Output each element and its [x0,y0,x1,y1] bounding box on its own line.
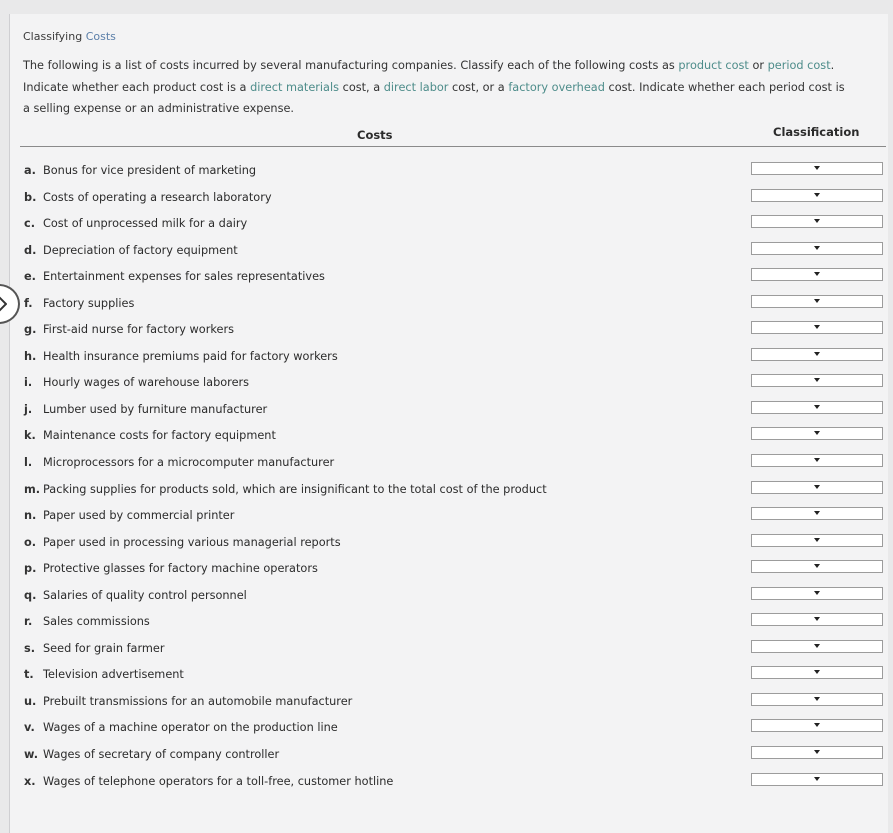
title-accent: Costs [85,30,116,43]
classification-dropdown[interactable] [751,295,883,308]
table-row [10,560,888,587]
row-letter: c. [24,217,35,231]
classification-dropdown[interactable] [751,242,883,255]
chevron-down-icon [814,352,820,356]
classification-dropdown[interactable] [751,587,883,600]
row-letter: m. [24,482,41,496]
row-letter: x. [24,774,36,788]
term-period-cost[interactable]: period cost [767,59,831,72]
table-row [10,746,888,773]
chevron-down-icon [814,246,820,250]
table-row [10,268,888,295]
table-row [10,295,888,322]
chevron-down-icon [814,750,820,754]
table-row [10,507,888,534]
chevron-down-icon [814,564,820,568]
row-letter: w. [24,748,39,762]
chevron-down-icon [814,697,820,701]
row-letter: l. [24,456,33,470]
table-row [10,773,888,800]
row-letter: e. [24,270,36,284]
row-letter: i. [24,376,33,390]
table-row [10,534,888,561]
column-header-classification: Classification [773,125,860,139]
row-description: Wages of telephone operators for a toll-free, customer hotline [43,774,394,788]
row-description: Prebuilt transmissions for an automobile manufacturer [43,694,353,708]
classification-dropdown[interactable] [751,268,883,281]
classification-dropdown[interactable] [751,374,883,387]
classification-dropdown[interactable] [751,348,883,361]
row-letter: g. [24,323,37,337]
row-letter: r. [24,615,33,629]
table-row [10,719,888,746]
classification-dropdown[interactable] [751,746,883,759]
chevron-down-icon [814,378,820,382]
title-text: Classifying [23,30,83,43]
classification-dropdown[interactable] [751,719,883,732]
row-letter: h. [24,349,37,363]
chevron-down-icon [814,405,820,409]
table-row [10,481,888,508]
classification-dropdown[interactable] [751,773,883,786]
exercise-title [23,30,116,43]
row-description: Protective glasses for factory machine operators [43,562,318,576]
row-letter: b. [24,190,37,204]
table-row [10,666,888,693]
table-row [10,348,888,375]
table-row [10,242,888,269]
row-description: Paper used in processing various managerial reports [43,535,341,549]
classification-dropdown[interactable] [751,454,883,467]
table-row [10,640,888,667]
classification-dropdown[interactable] [751,613,883,626]
instructions [23,55,853,120]
term-direct-labor[interactable]: direct labor [383,80,449,94]
row-letter: p. [24,562,37,576]
chevron-down-icon [814,617,820,621]
chevron-down-icon [814,272,820,276]
instructions-text: . Indicate whether each product cost is a [23,59,835,94]
term-factory-overhead[interactable]: factory overhead [508,80,605,94]
row-letter: t. [24,668,34,682]
row-description: Entertainment expenses for sales representatives [43,270,325,284]
instructions-text: or [748,59,768,72]
chevron-down-icon [814,591,820,595]
chevron-down-icon [814,777,820,781]
chevron-down-icon [814,458,820,462]
row-description: Factory supplies [43,296,135,310]
table-row [10,613,888,640]
table-row [10,427,888,454]
row-description: Depreciation of factory equipment [43,243,238,257]
classification-dropdown[interactable] [751,321,883,334]
classification-dropdown[interactable] [751,640,883,653]
row-letter: f. [24,296,33,310]
row-description: Microprocessors for a microcomputer manufacturer [43,456,335,470]
column-header-costs: Costs [357,128,393,142]
chevron-down-icon [814,723,820,727]
table-row [10,162,888,189]
chevron-down-icon [814,511,820,515]
chevron-down-icon [814,644,820,648]
row-description: First-aid nurse for factory workers [43,323,234,337]
chevron-down-icon [814,670,820,674]
instructions-text: The following is a list of costs incurred by several manufacturing companies. Classify each of the following costs as [23,59,679,72]
row-description: Wages of secretary of company controller [43,748,280,762]
row-description: Costs of operating a research laboratory [43,190,272,204]
table-header [20,126,886,147]
exercise-panel [9,14,888,833]
table-row [10,321,888,348]
classification-dropdown[interactable] [751,162,883,175]
row-description: Television advertisement [43,668,184,682]
instructions-text: cost. Indicate whether each period cost is a selling expense or an administrative expense. [23,80,845,115]
row-letter: o. [24,535,37,549]
cost-list [10,162,888,799]
row-letter: k. [24,429,36,443]
chevron-down-icon [814,219,820,223]
row-description: Sales commissions [43,615,150,629]
row-description: Paper used by commercial printer [43,509,235,523]
row-description: Salaries of quality control personnel [43,588,247,602]
row-letter: j. [24,402,33,416]
classification-dropdown[interactable] [751,666,883,679]
classification-dropdown[interactable] [751,693,883,706]
chevron-down-icon [814,485,820,489]
row-description: Wages of a machine operator on the production line [43,721,338,735]
classification-dropdown[interactable] [751,401,883,414]
classification-dropdown[interactable] [751,481,883,494]
row-letter: s. [24,641,36,655]
table-row [10,587,888,614]
chevron-down-icon [814,325,820,329]
chevron-down-icon [814,299,820,303]
instructions-text: cost, a [339,80,384,94]
row-description: Packing supplies for products sold, which are insignificant to the total cost of the product [43,482,547,496]
classification-dropdown[interactable] [751,427,883,440]
row-description: Maintenance costs for factory equipment [43,429,276,443]
row-description: Health insurance premiums paid for factory workers [43,349,338,363]
row-description: Hourly wages of warehouse laborers [43,376,250,390]
row-description: Seed for grain farmer [43,641,165,655]
classification-dropdown[interactable] [751,189,883,202]
term-direct-materials[interactable]: direct materials [250,80,340,94]
chevron-right-icon [0,295,7,313]
table-row [10,374,888,401]
table-row [10,401,888,428]
classification-dropdown[interactable] [751,507,883,520]
instructions-text: cost, or a [448,80,509,94]
row-letter: v. [24,721,35,735]
classification-dropdown[interactable] [751,560,883,573]
row-description: Lumber used by furniture manufacturer [43,402,268,416]
chevron-down-icon [814,193,820,197]
row-letter: q. [24,588,37,602]
row-description: Bonus for vice president of marketing [43,164,257,177]
row-letter: d. [24,243,37,257]
chevron-down-icon [814,538,820,542]
chevron-down-icon [814,431,820,435]
table-row [10,215,888,242]
row-letter: n. [24,509,37,523]
table-row [10,454,888,481]
classification-dropdown[interactable] [751,215,883,228]
table-row [10,189,888,216]
chevron-down-icon [814,166,820,170]
row-letter: u. [24,694,37,708]
classification-dropdown[interactable] [751,534,883,547]
row-description: Cost of unprocessed milk for a dairy [43,217,248,231]
term-product-cost[interactable]: product cost [678,59,749,72]
table-row [10,693,888,720]
row-letter: a. [24,164,36,177]
